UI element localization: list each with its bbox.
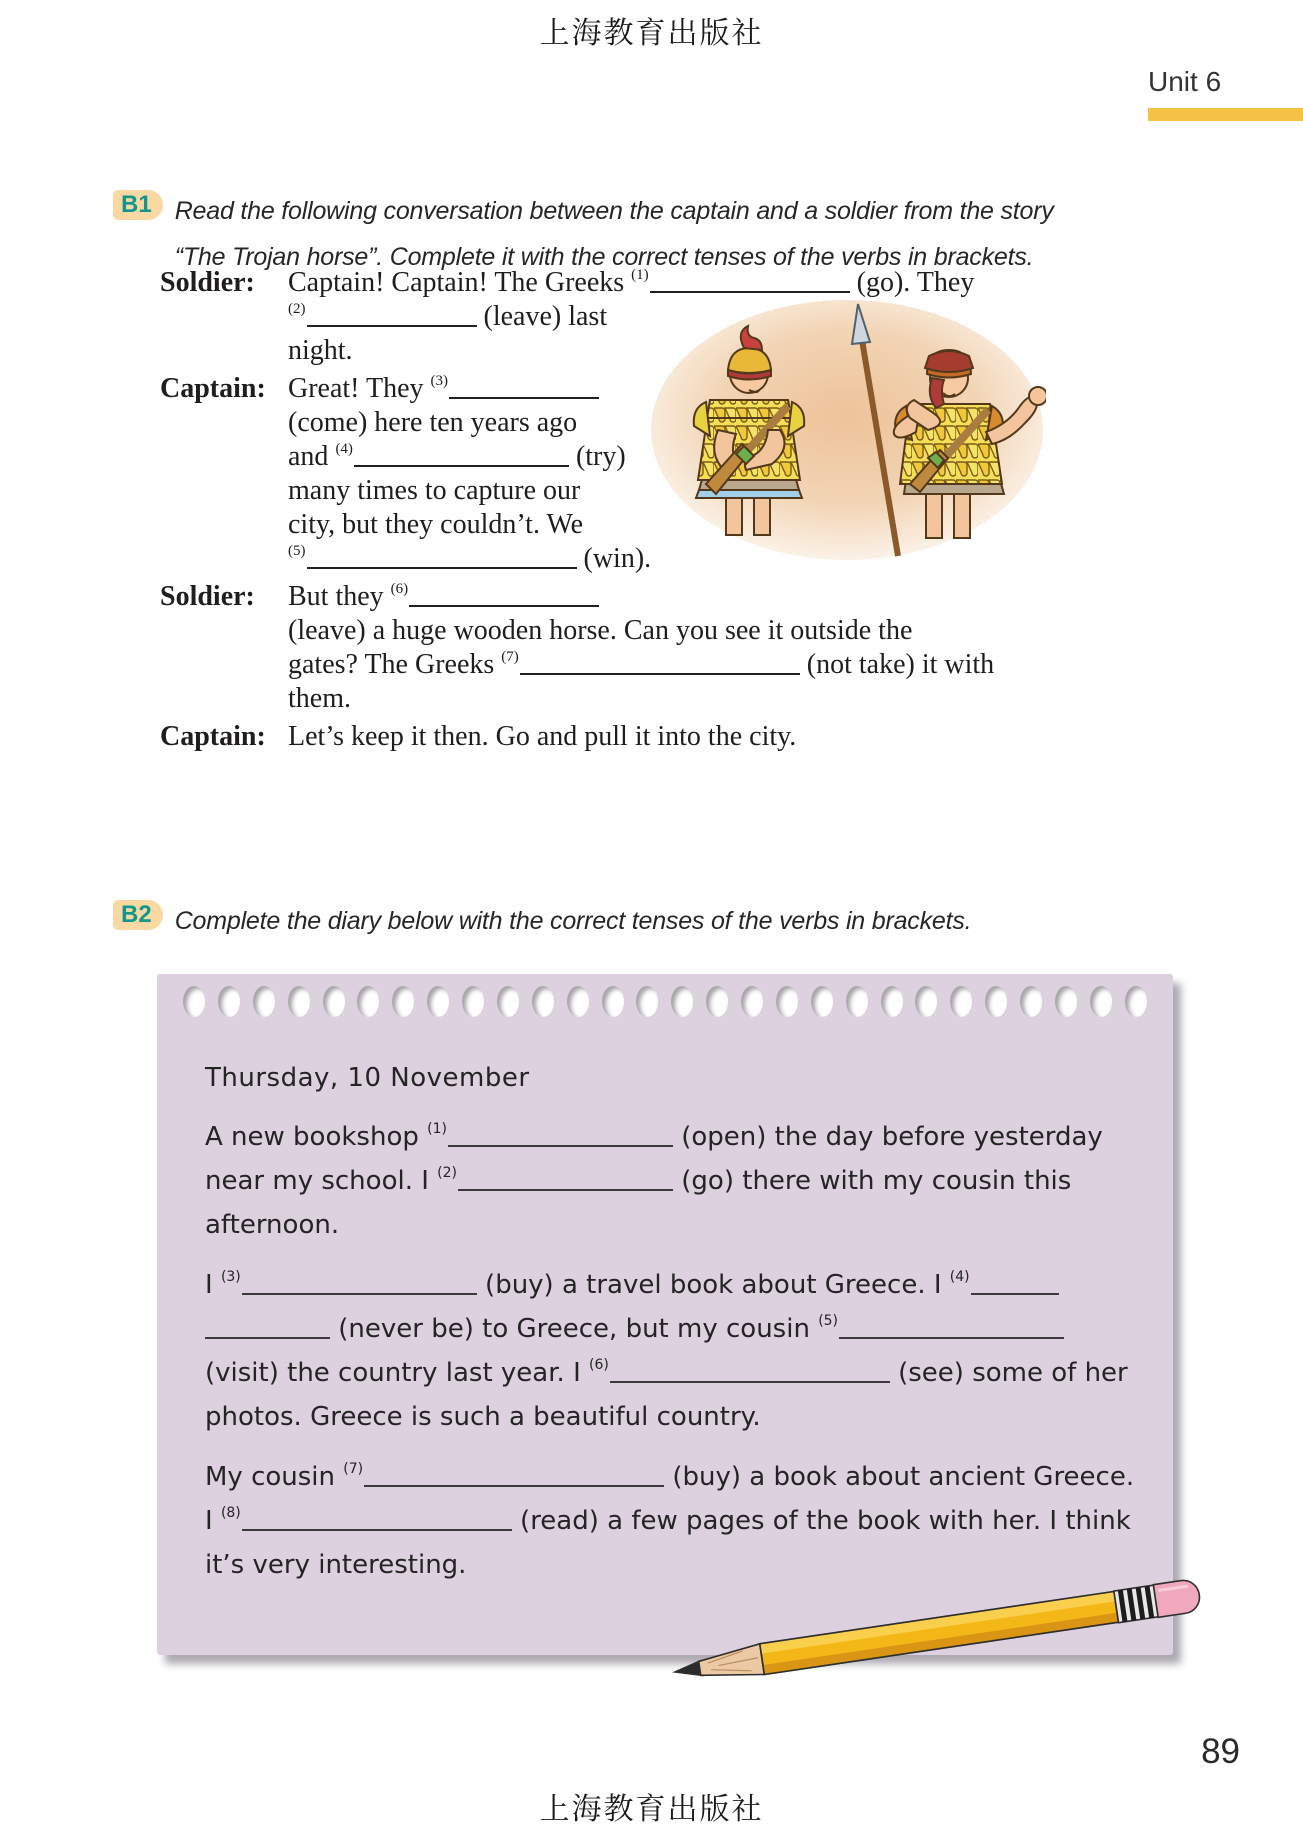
dialogue-speaker [160, 406, 288, 440]
binder-hole [881, 986, 903, 1017]
text-run: and [288, 441, 336, 472]
binder-hole [741, 986, 763, 1017]
unit-label: Unit 6 [1148, 66, 1222, 97]
dialogue-speaker: Soldier: [160, 267, 255, 298]
superscript-number: (3) [430, 372, 449, 389]
binder-hole [1090, 986, 1112, 1017]
soldiers-illustration [648, 298, 1046, 566]
page-number: 89 [1201, 1732, 1240, 1771]
superscript-number: (5) [288, 542, 306, 559]
dialogue-speaker: Captain: [160, 721, 266, 752]
text-run: (never be) to Greece, but my cousin [330, 1314, 819, 1344]
superscript-number: (2) [288, 300, 306, 317]
exercise-b2-badge: B2 [113, 900, 163, 930]
dialogue-line [160, 266, 1170, 300]
text-run: (leave) a huge wooden horse. Can you see it outside the [288, 615, 913, 646]
text-run: (buy) a travel book about Greece. I [476, 1270, 950, 1300]
dialogue-line [160, 614, 1170, 648]
binder-hole [915, 986, 937, 1017]
diary-paragraph [205, 1115, 1128, 1247]
binder-hole [776, 986, 798, 1017]
text-run: (come) here ten years ago [288, 407, 578, 438]
text-run: (not take) it with [799, 649, 995, 680]
dialogue-speaker: Captain: [160, 373, 266, 404]
dialogue-text [288, 648, 1170, 682]
binder-hole [846, 986, 868, 1017]
blank-field [650, 269, 850, 293]
text-run: I [205, 1270, 221, 1300]
binder-hole [985, 986, 1007, 1017]
text-run: photos. Greece is such a beautiful country. [205, 1402, 761, 1432]
diary-body [205, 1063, 1135, 1587]
text-run: city, but they couldn’t. We [288, 509, 584, 540]
dialogue-text [288, 580, 1170, 614]
superscript-number: (7) [343, 1461, 364, 1478]
binder-hole [427, 986, 449, 1017]
superscript-number: (6) [589, 1357, 609, 1374]
blank-field [242, 1509, 512, 1531]
superscript-number: (4) [335, 440, 353, 457]
diary-paragraphs [205, 1115, 1135, 1587]
dialogue-text [288, 682, 1170, 716]
superscript-number: (7) [501, 648, 519, 665]
dialogue-speaker [160, 682, 288, 716]
dialogue-speaker [160, 508, 288, 542]
superscript-number: (1) [427, 1121, 447, 1138]
blank-field [205, 1317, 330, 1339]
diary-line [205, 1203, 1128, 1247]
text-run: (open) the day before yesterday [672, 1122, 1103, 1152]
dialogue-line [160, 720, 1170, 754]
binder-hole [253, 986, 275, 1017]
blank-field [354, 443, 569, 467]
superscript-number: (1) [631, 266, 649, 283]
pencil-illustration [580, 1560, 1260, 1730]
binder-hole [497, 986, 519, 1017]
diary-line [205, 1115, 1128, 1159]
blank-field [448, 1125, 673, 1147]
blank-field [839, 1317, 1064, 1339]
binder-hole [950, 986, 972, 1017]
dialogue-line [160, 682, 1170, 716]
superscript-number: (3) [220, 1269, 241, 1286]
dialogue-speaker [160, 334, 288, 368]
exercise-b2-instruction: Complete the diary below with the correct tenses of the verbs in brackets. [174, 907, 972, 935]
dialogue-speaker [160, 648, 288, 682]
text-run: But they [288, 581, 391, 612]
blank-field [458, 1169, 673, 1191]
diary-line [205, 1263, 1128, 1307]
text-run: (visit) the country last year. I [205, 1358, 589, 1388]
binder-hole [567, 986, 589, 1017]
dialogue-speaker [160, 440, 288, 474]
diary-line [205, 1499, 1131, 1543]
exercise-b1-badge: B1 [113, 190, 163, 220]
superscript-number: (5) [818, 1313, 839, 1330]
dialogue-text [288, 614, 1170, 648]
binder-hole [323, 986, 345, 1017]
superscript-number: (2) [437, 1165, 458, 1182]
blank-field [449, 375, 599, 399]
text-run: (read) a few pages of the book with her. I think [511, 1506, 1131, 1536]
text-run: (see) some of her [889, 1358, 1128, 1388]
dialogue-text [288, 266, 1170, 300]
text-run: (go) there with my cousin this [673, 1166, 1072, 1196]
binder-hole [636, 986, 658, 1017]
text-run: (win). [576, 543, 652, 574]
text-run: I [205, 1506, 221, 1536]
dialogue-speaker [160, 300, 288, 334]
pencil-eraser [1153, 1578, 1201, 1617]
blank-field [364, 1465, 664, 1487]
text-run: (try) [568, 441, 626, 472]
text-run: many times to capture our [288, 475, 581, 506]
diary-line [205, 1395, 1128, 1439]
pencil-wood [697, 1644, 764, 1684]
superscript-number: (8) [220, 1505, 241, 1522]
dialogue-line [160, 580, 1170, 614]
diary-notepad [157, 974, 1173, 1655]
text-run: Let’s keep it then. Go and pull it into the city. [288, 721, 797, 752]
binder-hole [1055, 986, 1077, 1017]
blank-field [520, 651, 800, 675]
text-run: (leave) last [476, 301, 608, 332]
text-run: afternoon. [205, 1210, 340, 1240]
dialogue-speaker [160, 542, 288, 576]
unit-tab [1148, 66, 1221, 98]
text-run: them. [288, 683, 351, 714]
binder-hole [1020, 986, 1042, 1017]
text-run: near my school. I [205, 1166, 438, 1196]
dialogue-speaker [160, 474, 288, 508]
text-run: My cousin [205, 1462, 344, 1492]
text-run: Captain! Captain! The Greeks [288, 267, 632, 298]
blank-field [610, 1361, 890, 1383]
dialogue-speaker: Soldier: [160, 581, 255, 612]
publisher-header: 上海教育出版社 [539, 16, 764, 51]
dialogue-line [160, 648, 1170, 682]
dialogue-speaker [160, 614, 288, 648]
binder-hole [811, 986, 833, 1017]
text-run: Great! They [288, 373, 431, 404]
text-run: it’s very interesting. [205, 1550, 467, 1580]
blank-field [409, 583, 599, 607]
diary-date: Thursday, 10 November [205, 1063, 530, 1093]
superscript-number: (6) [390, 580, 409, 597]
text-run: gates? The Greeks [288, 649, 502, 680]
diary-line [205, 1307, 1128, 1351]
publisher-footer: 上海教育出版社 [539, 1792, 764, 1827]
text-run: A new bookshop [205, 1122, 428, 1152]
blank-field [307, 303, 477, 327]
binder-hole [357, 986, 379, 1017]
superscript-number: (4) [949, 1269, 970, 1286]
pencil-ferrule [1114, 1585, 1158, 1623]
exercise-b1-instruction: Read the following conversation between the captain and a soldier from the story “The Trojan horse”. Complete it with the correct tenses of the verbs in brackets. [174, 197, 1054, 271]
diary-line [205, 1455, 1135, 1499]
exercise-b2-header [113, 898, 1193, 944]
diary-line [205, 1351, 1128, 1395]
text-run: (go). They [849, 267, 975, 298]
text-run: night. [288, 335, 353, 366]
blank-field [971, 1273, 1059, 1295]
binder-hole [462, 986, 484, 1017]
binder-hole [671, 986, 693, 1017]
binder-hole [706, 986, 728, 1017]
binder-hole [392, 986, 414, 1017]
pencil-body [760, 1592, 1119, 1675]
binder-hole [602, 986, 624, 1017]
text-run: (buy) a book about ancient Greece. [664, 1462, 1135, 1492]
binder-hole [288, 986, 310, 1017]
blank-field [307, 545, 577, 569]
notepad-holes [157, 974, 1173, 1017]
binder-hole [218, 986, 240, 1017]
binder-hole [183, 986, 205, 1017]
binder-hole [532, 986, 554, 1017]
unit-accent-bar [1148, 108, 1303, 121]
diary-line [205, 1159, 1128, 1203]
binder-hole [1125, 986, 1147, 1017]
dialogue-text [288, 720, 1170, 754]
diary-paragraph [205, 1263, 1128, 1439]
blank-field [242, 1273, 477, 1295]
